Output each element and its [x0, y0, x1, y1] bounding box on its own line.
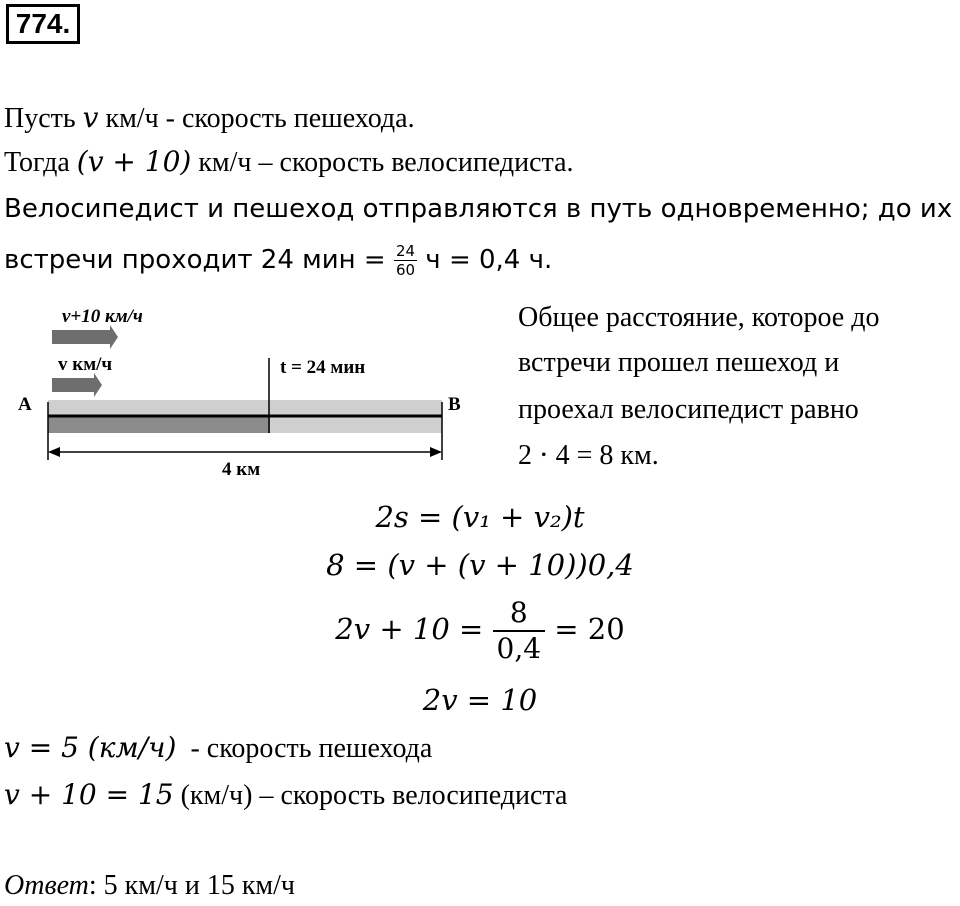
intro-line-4-lead: встречи проходит 24 мин = [4, 245, 394, 275]
side-line-4: 2 ⋅ 4 = 8 км. [518, 440, 659, 471]
result-line-2 [4, 775, 567, 816]
result-line-1 [4, 728, 432, 769]
equation-3-right: = 20 [545, 612, 625, 646]
result-1-expr: v = 5 (км/ч) [4, 731, 177, 764]
intro-line-4 [4, 240, 552, 280]
equation-4: 2v = 10 [422, 683, 538, 717]
equation-2: 8 = (v + (v + 10))0,4 [326, 548, 634, 582]
answer-text: : 5 км/ч и 15 км/ч [88, 870, 296, 901]
equation-3 [0, 596, 960, 666]
intro-line-2-text: км/ч – скорость велосипедиста. [191, 147, 574, 178]
intro-line-2 [4, 142, 574, 183]
fraction-denominator: 0,4 [496, 632, 542, 665]
expr-v-plus-10: (v + 10) [76, 145, 192, 178]
pedestrian-arrow-icon [52, 373, 102, 397]
intro-line-1-text: км/ч - скорость пешехода. [98, 103, 415, 134]
answer-label: Ответ [4, 870, 89, 901]
equation-3-left: 2v + 10 = [335, 612, 493, 646]
fraction-24-60 [394, 242, 417, 279]
road-covered [48, 415, 270, 433]
motion-diagram [10, 300, 490, 485]
result-1-text: - скорость пешехода [176, 733, 433, 764]
problem-number: 774. [6, 4, 80, 44]
equation-1: 2s = (v₁ + v₂)t [375, 500, 585, 534]
result-2-text: (км/ч) – скорость велосипедиста [173, 780, 568, 811]
var-v: v [82, 101, 99, 134]
fraction-numerator: 24 [395, 242, 416, 260]
fraction-denominator: 60 [395, 261, 416, 279]
time-label: t = 24 мин [280, 357, 366, 378]
intro-line-4-text: ч = 0,4 ч. [417, 245, 553, 275]
point-b-label: B [448, 394, 461, 415]
point-a-label: A [18, 394, 32, 415]
intro-line-2-lead: Тогда [4, 147, 77, 178]
pedestrian-speed-label: v км/ч [58, 354, 113, 375]
side-line-3: проехал велосипедист равно [518, 394, 859, 425]
intro-line-1: Пусть v км/ч - скорость пешехода. [4, 101, 415, 134]
side-line-2: встречи прошел пешеход и [518, 347, 840, 378]
answer-line [4, 866, 295, 906]
distance-label: 4 км [222, 459, 261, 480]
cyclist-arrow-icon [52, 325, 118, 349]
distance-arrow-left-icon [48, 447, 60, 457]
fraction-8-over-0-4 [493, 596, 546, 666]
result-2-expr: v + 10 = 15 [4, 778, 174, 811]
distance-arrow-right-icon [430, 447, 442, 457]
cyclist-speed-label: v+10 км/ч [62, 306, 143, 327]
intro-line-3: Велосипедист и пешеход отправляются в путь одновременно; до их [4, 194, 953, 224]
side-line-1: Общее расстояние, которое до [518, 302, 880, 333]
fraction-numerator: 8 [493, 596, 546, 632]
